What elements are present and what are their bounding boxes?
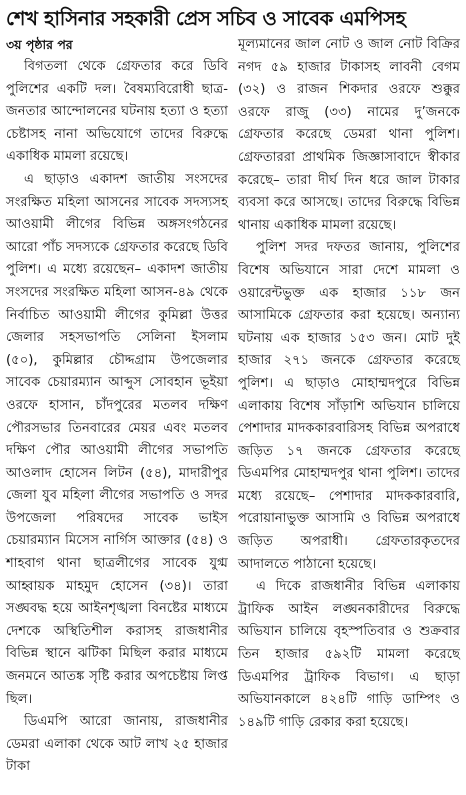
article-body xyxy=(6,34,460,779)
paragraph: এ ছাড়াও একাদশ জাতীয় সংসদের সংরক্ষিত মহিলা আসনের সাবেক সদস্যসহ আওয়ামী লীগের বিভিন্ন অঙ্গসংগঠনের আরো পাঁচ সদস্যকে গ্রেফতার করেছে ডিবি পুলিশ। এ মধ্যে রয়েছেন– একাদশ জাতীয় সংসদের সংরক্ষিত মহিলা আসন-৪৯ থেকে নির্বাচিত আওয়ামী লীগের কুমিল্লা উত্তর জেলার সহসভাপতি সেলিনা ইসলাম (৫০), কুমিল্লার চৌদ্দগ্রাম উপজেলার সাবেক চেয়ারম্যান আব্দুস সোবহান ভূইয়া ওরফে হাসান, চাঁদপুরের মতলব দক্ষিণ পৌরসভার তিনবারের মেয়র এবং মতলব দক্ষিণ পৌর আওয়ামী লীগের সভাপতি আওলাদ হোসেন লিটন (৫৪), মাদারীপুর জেলা যুব মহিলা লীগের সভাপতি ও সদর উপজেলা পরিষদের সাবেক ভাইস চেয়ারম্যান মিসেস নার্গিস আক্তার (৫৪) ও শাহবাগ থানা ছাত্রলীগের সাবেক যুগ্ম আহ্বায়ক মাহমুদ হোসেন (৩৪)। তারা সঙ্ঘবদ্ধ হয়ে আইনশৃঙ্খলা বিনষ্টের মাধ্যমে দেশকে অস্থিতিশীল করাসহ রাজধানীর বিভিন্ন স্থানে ঝটিকা মিছিল করার মাধ্যমে জনমনে আতঙ্ক সৃষ্টি করার অপচেষ্টায় লিপ্ত ছিল। xyxy=(6,171,228,707)
paragraph: পুলিশ সদর দফতর জানায়, পুলিশের বিশেষ অভিযানে সারা দেশে মামলা ও ওয়ারেন্টভুক্ত এক হাজার ১১৮ জন আসামিকে গ্রেফতার করা হয়েছে। অন্যান্য ঘটনায় এক হাজার ১৫৩ জন। মোট দুই হাজার ২৭১ জনকে গ্রেফতার করেছে পুলিশ। এ ছাড়াও মোহাম্মদপুরে বিভিন্ন এলাকায় বিশেষ সাঁড়াশি অভিযান চালিয়ে পেশাদার মাদককারবারিসহ বিভিন্ন অপরাধে জড়িত ১৭ জনকে গ্রেফতার করেছে ডিএমপির মোহাম্মদপুর থানা পুলিশ। তাদের মধ্যে রয়েছে– পেশাদার মাদককারবারি, পরোয়ানাভুক্ত আসামি ও বিভিন্ন অপরাধে জড়িত অপরাধী। গ্রেফতারকৃতদের আদালতে পাঠানো হয়েছে। xyxy=(238,240,460,572)
continuation-label: ৩য় পৃষ্ঠার পর xyxy=(6,37,73,52)
right-column xyxy=(238,34,460,779)
left-column xyxy=(6,34,228,779)
paragraph: ডিএমপি আরো জানায়, রাজধানীর ডেমরা এলাকা থেকে আট লাখ ২৫ হাজার টাকা xyxy=(6,714,228,775)
paragraph: বিগতলা থেকে গ্রেফতার করে ডিবি পুলিশের একটি দল। বৈষম্যবিরোধী ছাত্র-জনতার আন্দোলনের ঘটনায় হত্যা ও হত্যা চেষ্টাসহ নানা অভিযোগে তাদের বিরুদ্ধে একাধিক মামলা রয়েছে। xyxy=(6,59,228,165)
headline: শেখ হাসিনার সহকারী প্রেস সচিব ও সাবেক এমপিসহ xyxy=(6,7,406,30)
paragraph: মূল্যমানের জাল নোট ও জাল নোট বিক্রির নগদ ৫৯ হাজার টাকাসহ লাবনী বেগম (৩২) ও রাজন শিকদার ওরফে শুক্কুর ওরফে রাজু (৩৩) নামের দু’জনকে গ্রেফতার করেছে ডেমরা থানা পুলিশ। গ্রেফতাররা প্রাথমিক জিজ্ঞাসাবাদে স্বীকার করেছে– তারা দীর্ঘ দিন ধরে জাল টাকার ব্যবসা করে আসছে। তাদের বিরুদ্ধে বিভিন্ন থানায় একাধিক মামলা রয়েছে। xyxy=(238,37,460,233)
paragraph: এ দিকে রাজধানীর বিভিন্ন এলাকায় ট্রাফিক আইন লঙ্ঘনকারীদের বিরুদ্ধে অভিযান চালিয়ে বৃহস্পতিবার ও শুক্রবার তিন হাজার ৫৯২টি মামলা করেছে ডিএমপির ট্রাফিক বিভাগ। এ ছাড়া অভিযানকালে ৪২৪টি গাড়ি ডাম্পিং ও ১৪৯টি গাড়ি রেকার করা হয়েছে। xyxy=(238,579,460,730)
